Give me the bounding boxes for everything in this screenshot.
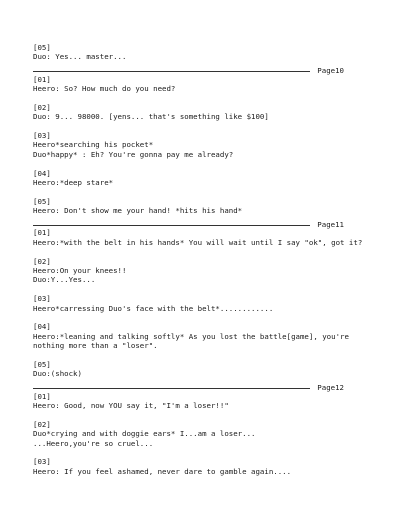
dialogue-line: Heero: Good, now YOU say it, "I'm a loser!!" <box>33 401 229 411</box>
dialogue-block <box>33 43 368 62</box>
dialogue-line: Heero:*leaning and talking softly* As you lost the battle[game], you're <box>33 331 349 341</box>
dialogue-block <box>33 169 368 188</box>
page-break <box>33 65 368 74</box>
dialogue-line: Heero*carressing Duo's face with the belt*............ <box>33 303 274 313</box>
dialogue-line: Heero: So? How much do you need? <box>33 84 176 93</box>
panel-number: [01] <box>33 74 51 84</box>
dialogue-line: Heero: Don't show me your hand! *hits his hand* <box>33 206 243 216</box>
panel-number: [03] <box>33 131 51 140</box>
panel-number: [01] <box>33 391 51 401</box>
panel-number: [02] <box>33 102 51 112</box>
dialogue-block <box>33 360 368 379</box>
dialogue-line: Duo: Yes... master... <box>33 52 127 62</box>
panel-number: [03] <box>33 294 51 304</box>
dialogue-line: Duo: 9... 98000. [yens... that's something like $100] <box>33 112 269 122</box>
page-break <box>33 382 368 391</box>
page-divider-line <box>33 71 310 72</box>
dialogue-block <box>33 457 368 476</box>
dialogue-line: Duo*crying and with doggie ears* I...am a loser... <box>33 429 256 439</box>
panel-number: [05] <box>33 360 51 370</box>
panel-number: [01] <box>33 228 51 238</box>
dialogue-block <box>33 228 368 247</box>
page-number: Page12 <box>317 383 344 393</box>
panel-number: [02] <box>33 419 51 429</box>
dialogue-block <box>33 257 368 285</box>
dialogue-block <box>33 294 368 313</box>
dialogue-line: ...Heero,you're so cruel... <box>33 438 154 448</box>
dialogue-block <box>33 103 368 122</box>
page-number: Page10 <box>317 66 344 76</box>
dialogue-line: Heero:On your knees!! <box>33 266 127 276</box>
script-document <box>33 43 368 486</box>
dialogue-block <box>33 75 368 94</box>
dialogue-line: Duo*happy* : Eh? You're gonna pay me already? <box>33 149 234 159</box>
dialogue-line: Heero: If you feel ashamed, never dare to gamble again.... <box>33 466 292 476</box>
panel-number: [02] <box>33 256 51 266</box>
page-divider-line <box>33 225 310 226</box>
dialogue-block <box>33 322 368 350</box>
page-number: Page11 <box>317 220 344 230</box>
dialogue-line: nothing more than a "loser". <box>33 341 158 351</box>
page-divider-line <box>33 388 310 389</box>
dialogue-line: Heero:*with the belt in his hands* You will wait until I say "ok", got it? <box>33 237 363 247</box>
panel-number: [05] <box>33 43 51 52</box>
panel-number: [05] <box>33 196 51 206</box>
panel-number: [04] <box>33 322 51 332</box>
dialogue-line: Heero*searching his pocket* <box>33 140 154 150</box>
dialogue-block <box>33 420 368 448</box>
panel-number: [03] <box>33 457 51 467</box>
page-break <box>33 219 368 228</box>
dialogue-block <box>33 131 368 159</box>
panel-number: [04] <box>33 168 51 178</box>
dialogue-block <box>33 392 368 411</box>
dialogue-block <box>33 197 368 216</box>
dialogue-line: Heero:*deep stare* <box>33 178 114 188</box>
dialogue-line: Duo:Y...Yes... <box>33 275 96 285</box>
dialogue-line: Duo:(shock) <box>33 369 82 379</box>
